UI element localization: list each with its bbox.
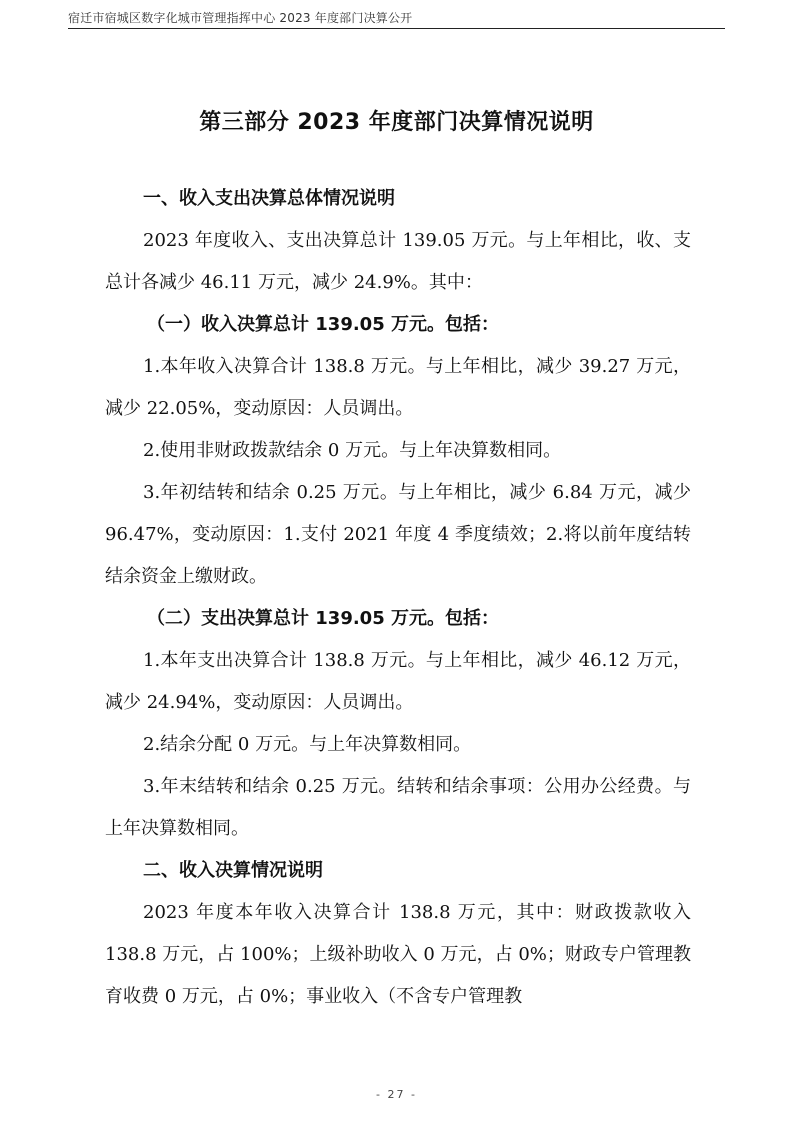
page-number: - 27 - [376,1088,417,1101]
section-1-paragraph: 2023 年度收入、支出决算总计 139.05 万元。与上年相比，收、支总计各减少 46.11 万元，减少 24.9%。其中： [105,230,691,293]
document-body [105,178,691,1018]
section-heading-1: 一、收入支出决算总体情况说明 [143,188,395,209]
subsection-heading-income: （一）收入决算总计 139.05 万元。包括： [147,314,499,335]
income-item-3: 3.年初结转和结余 0.25 万元。与上年相比，减少 6.84 万元，减少 96.47%，变动原因：1.支付 2021 年度 4 季度绩效；2.将以前年度结转结余资金上缴财政。 [105,482,691,587]
subsection-heading-expenditure: （二）支出决算总计 139.05 万元。包括： [147,608,499,629]
section-2-paragraph: 2023 年度本年收入决算合计 138.8 万元，其中：财政拨款收入 138.8 万元，占 100%；上级补助收入 0 万元，占 0%；财政专户管理教育收费 0 万元，占 0%；事业收入（不含专户管理教 [105,902,691,1007]
header-divider [68,28,725,29]
expenditure-item-2: 2.结余分配 0 万元。与上年决算数相同。 [143,734,472,755]
income-item-2: 2.使用非财政拨款结余 0 万元。与上年决算数相同。 [143,440,562,461]
section-heading-2: 二、收入决算情况说明 [143,860,323,881]
income-item-1: 1.本年收入决算合计 138.8 万元。与上年相比，减少 39.27 万元，减少 22.05%，变动原因：人员调出。 [105,356,691,419]
expenditure-item-3: 3.年末结转和结余 0.25 万元。结转和结余事项：公用办公经费。与上年决算数相同。 [105,776,691,839]
expenditure-item-1: 1.本年支出决算合计 138.8 万元。与上年相比，减少 46.12 万元，减少 24.94%，变动原因：人员调出。 [105,650,691,713]
page-title: 第三部分 2023 年度部门决算情况说明 [199,110,594,135]
running-header: 宿迁市宿城区数字化城市管理指挥中心 2023 年度部门决算公开 [68,11,413,25]
